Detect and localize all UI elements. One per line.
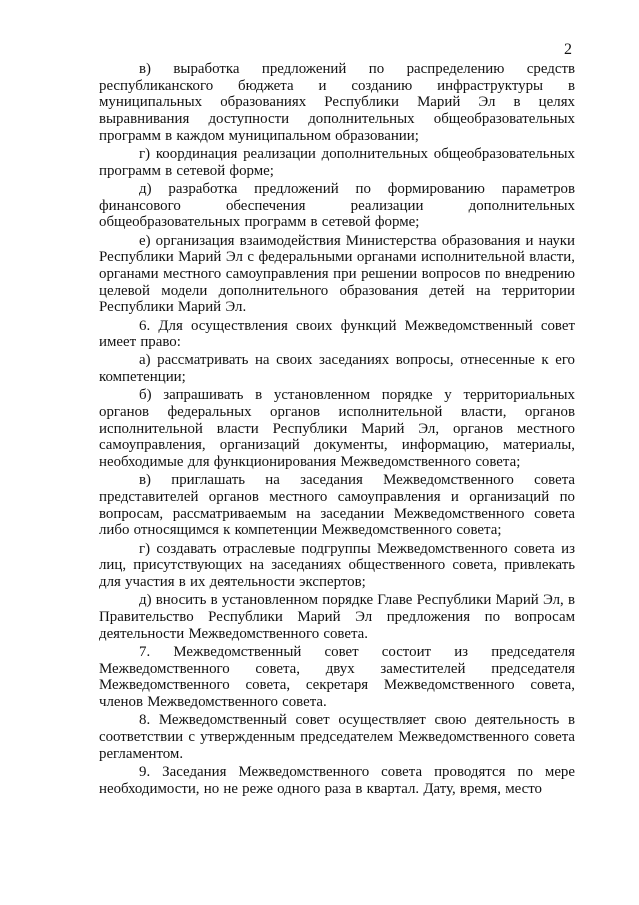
paragraph-item-v: в) выработка предложений по распределению средств республиканского бюджета и созданию инфраструктуры в муниципальных образованиях Республики Марий Эл в целях выравнивания доступности дополнительных общеобразовательных программ в каждом муниципальном образовании; [99,61,575,144]
paragraph-clause-9: 9. Заседания Межведомственного совета проводятся по мере необходимости, но не реже одного раза в квартал. Дату, время, место [99,763,575,797]
paragraph-clause-6: 6. Для осуществления своих функций Межведомственный совет имеет право: [99,317,575,351]
paragraph-item-g: г) координация реализации дополнительных общеобразовательных программ в сетевой форме; [99,146,575,179]
paragraph-right-g: г) создавать отраслевые подгруппы Межведомственного совета из лиц, присутствующих на заседаниях общественного совета, привлекать для участия в их деятельности экспертов; [99,540,575,591]
page-number: 2 [564,41,572,58]
paragraph-item-d: д) разработка предложений по формированию параметров финансового обеспечения реализации дополнительных общеобразовательных программ в сетевой форме; [99,180,575,231]
paragraph-right-d: д) вносить в установленном порядке Главе Республики Марий Эл, в Правительство Республики Марий Эл предложения по вопросам деятельности Межведомственного совета. [99,592,576,642]
paragraph-clause-7: 7. Межведомственный совет состоит из председателя Межведомственного совета, двух заместителей председателя Межведомственного совета, секретаря Межведомственного совета, членов Межведомственного совета. [99,643,575,711]
paragraph-right-v: в) приглашать на заседания Межведомственного совета представителей органов местного самоуправления и организаций по вопросам, рассматриваемым на заседании Межведомственного совета либо относящимся к компетенции Межведомственного совета; [99,472,575,539]
paragraph-clause-8: 8. Межведомственный совет осуществляет свою деятельность в соответствии с утвержденным председателем Межведомственного совета регламентом. [99,712,575,762]
paragraph-item-e: е) организация взаимодействия Министерства образования и науки Республики Марий Эл с федеральными органами исполнительной власти, органами местного самоуправления при решении вопросов по внедрению целевой модели дополнительного образования детей на территории Республики Марий Эл. [99,232,575,316]
document-body [99,61,575,799]
paragraph-right-b: б) запрашивать в установленном порядке у территориальных органов федеральных органов исполнительной власти, органов исполнительной власти Республики Марий Эл, органов местного самоуправления, организаций документы, информацию, материалы, необходимые для функционирования Межведомственного совета; [99,387,575,471]
paragraph-right-a: а) рассматривать на своих заседаниях вопросы, отнесенные к его компетенции; [99,352,575,386]
